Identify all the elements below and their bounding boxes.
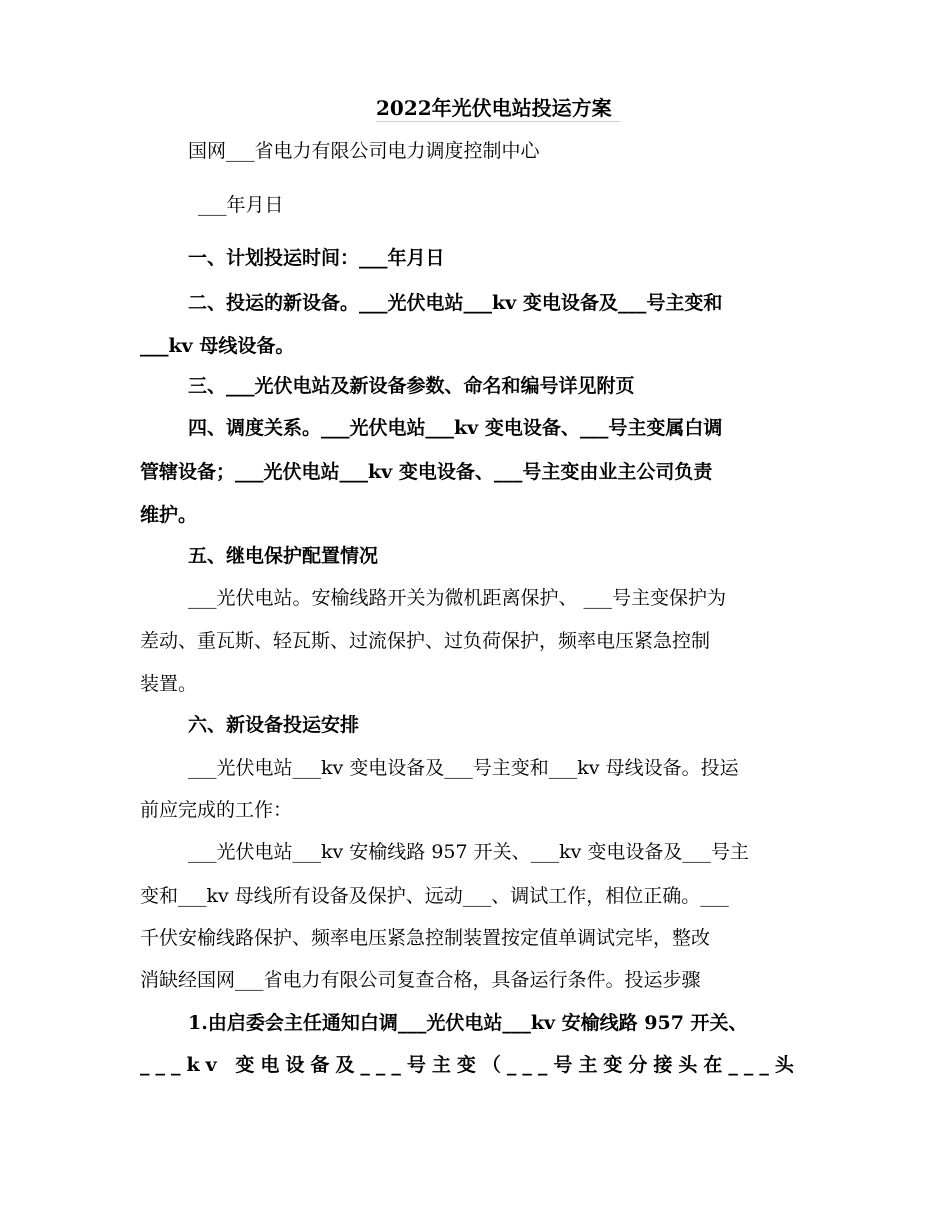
section-1: 一、计划投运时间：___年月日 [188,247,445,269]
section-4-cont: 管辖设备；___光伏电站___kv 变电设备、___号主变由业主公司负责 [140,461,713,483]
section-5-para-cont: 差动、重瓦斯、轻瓦斯、过流保护、过负荷保护，频率电压紧急控制 [140,630,711,652]
section-4: 四、调度关系。___光伏电站___kv 变电设备、___号主变属白调 [188,417,723,439]
section-5-para-end: 装置。 [140,673,198,695]
section-2: 二、投运的新设备。___光伏电站___kv 变电设备及___号主变和 [188,292,723,314]
section-5-heading: 五、继电保护配置情况 [188,545,379,567]
section-2-cont: ___kv 母线设备。 [140,335,295,357]
section-4-end: 维护。 [140,504,198,526]
prep-para-3: 千伏安榆线路保护、频率电压紧急控制装置按定值单调试完毕，整改 [140,927,711,949]
step-1: 1.由启委会主任通知白调___光伏电站___kv 安榆线路 957 开关、 [188,1012,748,1034]
document-title: 2022年光伏电站投运方案 [376,96,612,120]
prep-para: ___光伏电站___kv 安榆线路 957 开关、___kv 变电设备及___号主 [188,841,749,863]
prep-para-2: 变和___kv 母线所有设备及保护、远动___、调试工作，相位正确。___ [140,885,729,907]
step-1-cont: ___kv 变电设备及___号主变（___号主变分接头在___头 [140,1054,800,1076]
section-6-para-cont: 前应完成的工作： [140,799,293,821]
recipient-line: 国网___省电力有限公司电力调度控制中心 [188,140,540,162]
section-6-para: ___光伏电站___kv 变电设备及___号主变和___kv 母线设备。投运 [188,757,739,779]
prep-para-4: 消缺经国网___省电力有限公司复查合格，具备运行条件。投运步骤 [140,969,701,991]
date-line: ___年月日 [198,194,284,216]
section-5-para: ___光伏电站。安榆线路开关为微机距离保护、 ___号主变保护为 [188,587,727,609]
section-6-heading: 六、新设备投运安排 [188,714,360,736]
section-3: 三、___光伏电站及新设备参数、命名和编号详见附页 [188,375,635,397]
title-underline [376,121,620,122]
